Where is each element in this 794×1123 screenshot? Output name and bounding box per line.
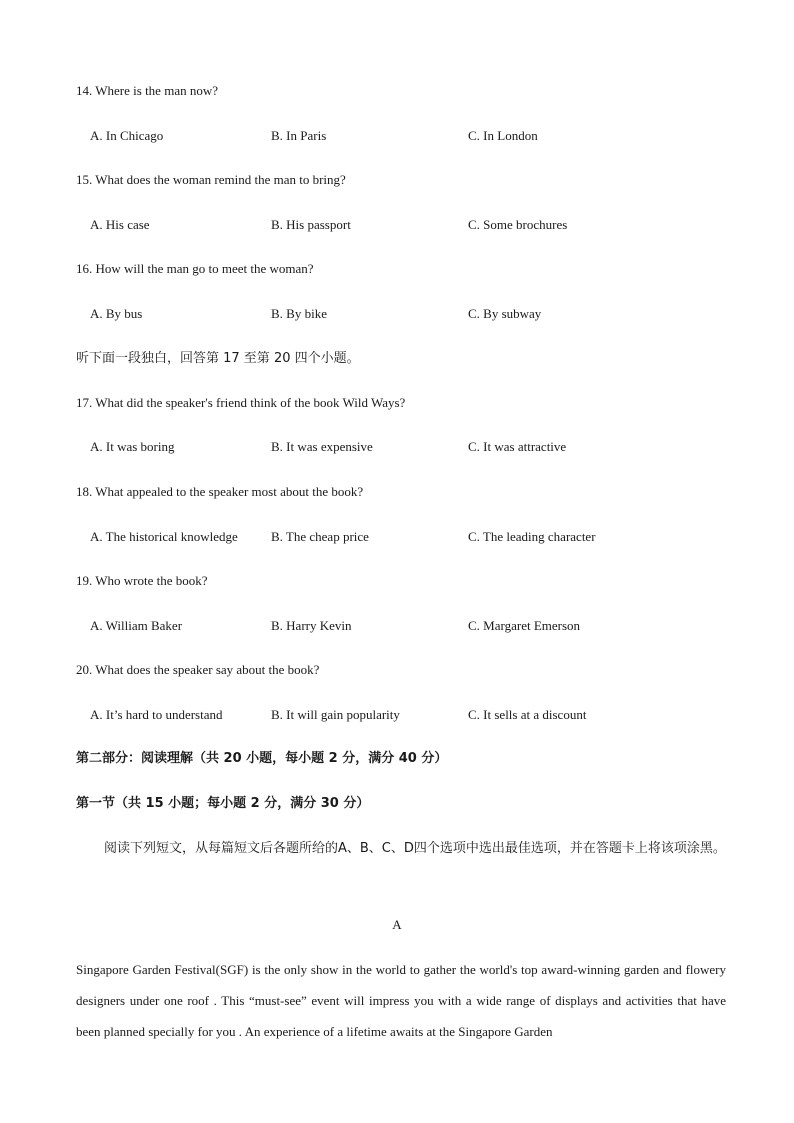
option-a: A. It’s hard to understand (90, 707, 223, 722)
question-20: 20. What does the speaker say about the book? (76, 662, 320, 677)
monologue-instruction: 听下面一段独白，回答第 17 至第 20 四个小题。 (76, 351, 360, 366)
passage-text: Singapore Garden Festival(SGF) is the only show in the world to gather the world's top award-winning garden and flowery designers under one roof . This “must-see” event will impress you with a wide range of displays and activities that have been planned specially for you . An experience of a lifetime awaits at the Singapore Garden (76, 962, 726, 1039)
option-c: C. Margaret Emerson (468, 618, 581, 633)
question-16-options (0, 306, 794, 322)
option-c: C. Some brochures (468, 217, 568, 232)
question-17-options (0, 439, 794, 455)
part-two-heading: 第二部分：阅读理解（共 20 小题，每小题 2 分，满分 40 分） (76, 751, 448, 766)
question-18: 18. What appealed to the speaker most about the book? (76, 484, 364, 499)
section-one-heading: 第一节（共 15 小题；每小题 2 分，满分 30 分） (76, 796, 370, 811)
option-a: A. In Chicago (90, 128, 164, 143)
option-a: A. The historical knowledge (90, 529, 238, 544)
question-19-options (0, 618, 794, 634)
question-17: 17. What did the speaker's friend think of the book Wild Ways? (76, 395, 406, 410)
option-a: A. William Baker (90, 618, 183, 633)
option-b: B. It was expensive (271, 439, 373, 454)
option-c: C. It sells at a discount (468, 707, 587, 722)
question-14-options (0, 128, 794, 144)
option-c: C. It was attractive (468, 439, 567, 454)
option-b: B. In Paris (271, 128, 327, 143)
option-b: B. By bike (271, 306, 327, 321)
question-16: 16. How will the man go to meet the woman? (76, 261, 314, 276)
question-19: 19. Who wrote the book? (76, 573, 208, 588)
reading-instruction: 阅读下列短文，从每篇短文后各题所给的A、B、C、D四个选项中选出最佳选项，并在答题卡上将该项涂黑。 (104, 841, 726, 856)
option-a: A. It was boring (90, 439, 175, 454)
option-b: B. Harry Kevin (271, 618, 352, 633)
question-15: 15. What does the woman remind the man to bring? (76, 172, 346, 187)
option-c: C. In London (468, 128, 538, 143)
question-18-options (0, 529, 794, 545)
option-c: C. The leading character (468, 529, 596, 544)
question-15-options (0, 217, 794, 233)
question-14: 14. Where is the man now? (76, 83, 218, 98)
question-20-options (0, 707, 794, 723)
option-b: B. The cheap price (271, 529, 369, 544)
option-c: C. By subway (468, 306, 542, 321)
passage-label: A (392, 917, 402, 932)
option-b: B. His passport (271, 217, 351, 232)
option-a: A. By bus (90, 306, 143, 321)
option-a: A. His case (90, 217, 150, 232)
option-b: B. It will gain popularity (271, 707, 400, 722)
